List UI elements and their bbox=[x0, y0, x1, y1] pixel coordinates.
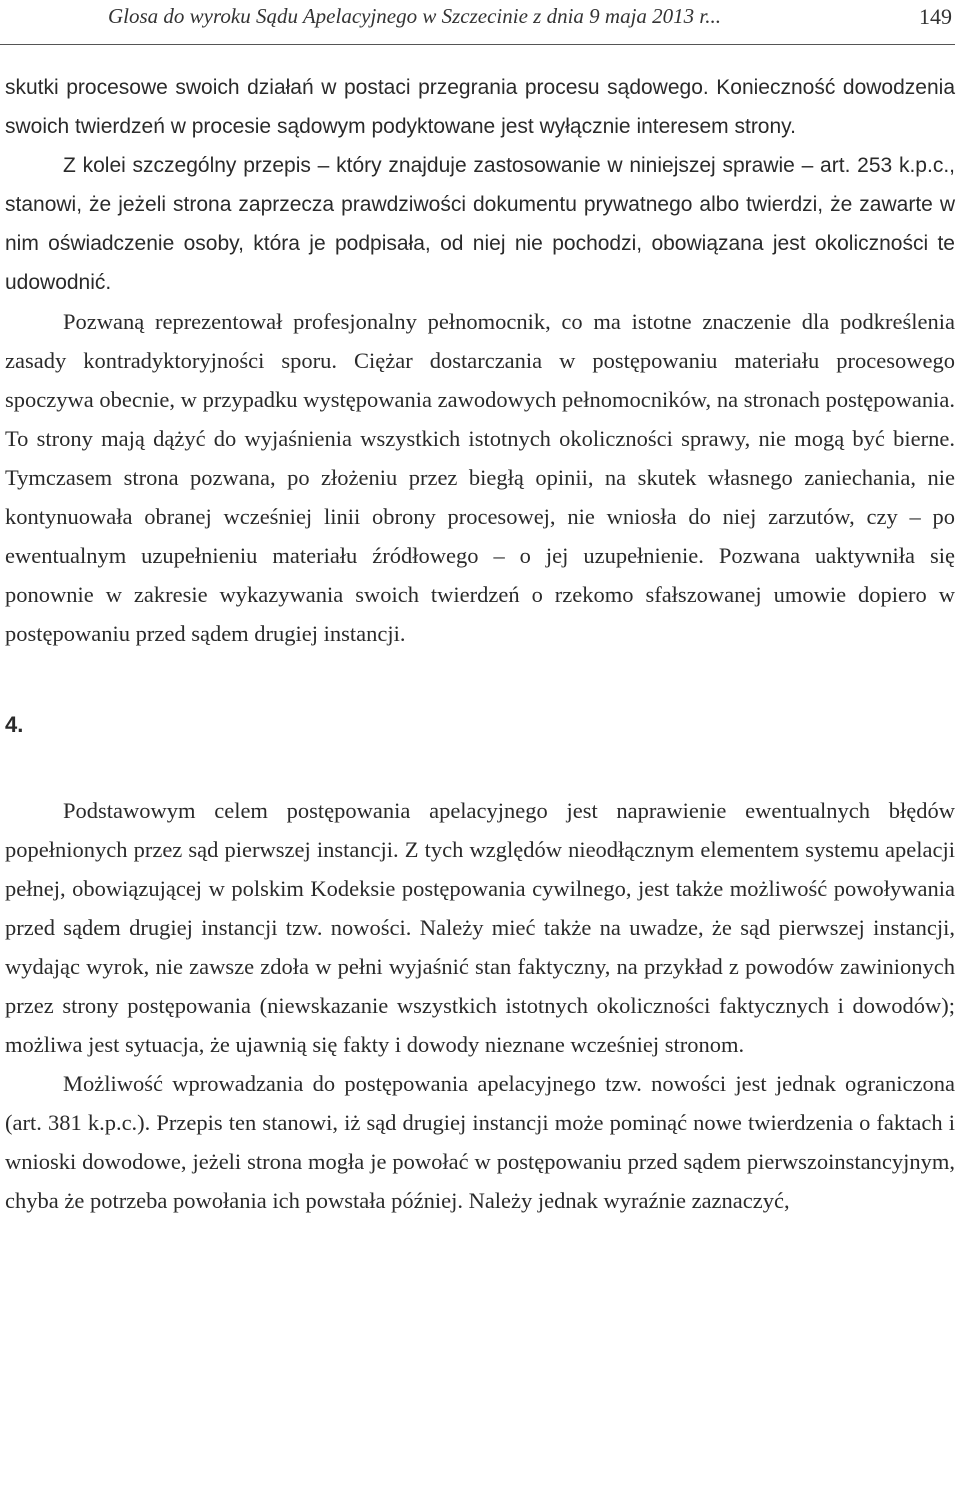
paragraph-5: Możliwość wprowadzania do postępowania apelacyjnego tzw. nowości jest jednak ograniczona (art. 381 k.p.c.). Przepis ten stanowi, iż sąd drugiej instancji może pominąć nowe twierdzenia o faktach i wnioski dowodowe, jeżeli strona mogła je powołać w postępowaniu przed sądem pierwszoinstancyjnym, chyba że potrzeba powołania ich powstała później. Należy jednak wyraźnie zaznaczyć, bbox=[5, 1071, 955, 1213]
header-title: Glosa do wyroku Sądu Apelacyjnego w Szczecinie z dnia 9 maja 2013 r... bbox=[108, 4, 722, 28]
paragraph-3: Pozwaną reprezentował profesjonalny pełnomocnik, co ma istotne znaczenie dla podkreślenia zasady kontradyktoryjności sporu. Ciężar dostarczania w postępowaniu materiału procesowego spoczywa obecnie, w przypadku występowania zawodowych pełnomocników, na stronach postępowania. To strony mają dążyć do wyjaśnienia wszystkich istotnych okoliczności sprawy, nie mogą być bierne. Tymczasem strona pozwana, po złożeniu przez biegłą opinii, na skutek własnego zaniechania, nie kontynuowała obranej wcześniej linii obrony procesowej, nie wniosła do niej zarzutów, czy – po ewentualnym uzupełnieniu materiału źródłowego – o jej uzupełnienie. Pozwana uaktywniła się ponownie w zakresie wykazywania swoich twierdzeń o rzekomo sfałszowanej umowie dopiero w postępowaniu przed sądem drugiej instancji. bbox=[5, 309, 955, 646]
paragraph-1: skutki procesowe swoich działań w postaci przegrania procesu sądowego. Konieczność dowodzenia swoich twierdzeń w procesie sądowym podyktowane jest wyłącznie interesem strony. bbox=[5, 76, 955, 138]
paragraph-4: Podstawowym celem postępowania apelacyjnego jest naprawienie ewentualnych błędów popełnionych przez sąd pierwszej instancji. Z tych względów nieodłącznym elementem systemu apelacji pełnej, obowiązującej w polskim Kodeksie postępowania cywilnego, jest także możliwość powoływania przed sądem drugiej instancji tzw. nowości. Należy mieć także na uwadze, że sąd pierwszej instancji, wydając wyrok, nie zawsze zdoła w pełni wyjaśnić stan faktyczny, na przykład z powodów zawinionych przez strony postępowania (niewskazanie wszystkich istotnych okoliczności faktycznych i dowodów); możliwa jest sytuacja, że ujawnią się fakty i dowody nieznane wcześniej stronom. bbox=[5, 798, 955, 1057]
header-rule bbox=[0, 44, 955, 45]
document-body bbox=[5, 68, 955, 1220]
paragraph-2: Z kolei szczególny przepis – który znajduje zastosowanie w niniejszej sprawie – art. 253 k.p.c., stanowi, że jeżeli strona zaprzecza prawdziwości dokumentu prywatnego albo twierdzi, że zawarte w nim oświadczenie osoby, która je podpisała, od niej nie pochodzi, obowiązana jest okoliczności te udowodnić. bbox=[5, 154, 955, 294]
running-header bbox=[108, 0, 952, 36]
section-number: 4. bbox=[5, 712, 24, 737]
page-number: 149 bbox=[919, 4, 952, 29]
